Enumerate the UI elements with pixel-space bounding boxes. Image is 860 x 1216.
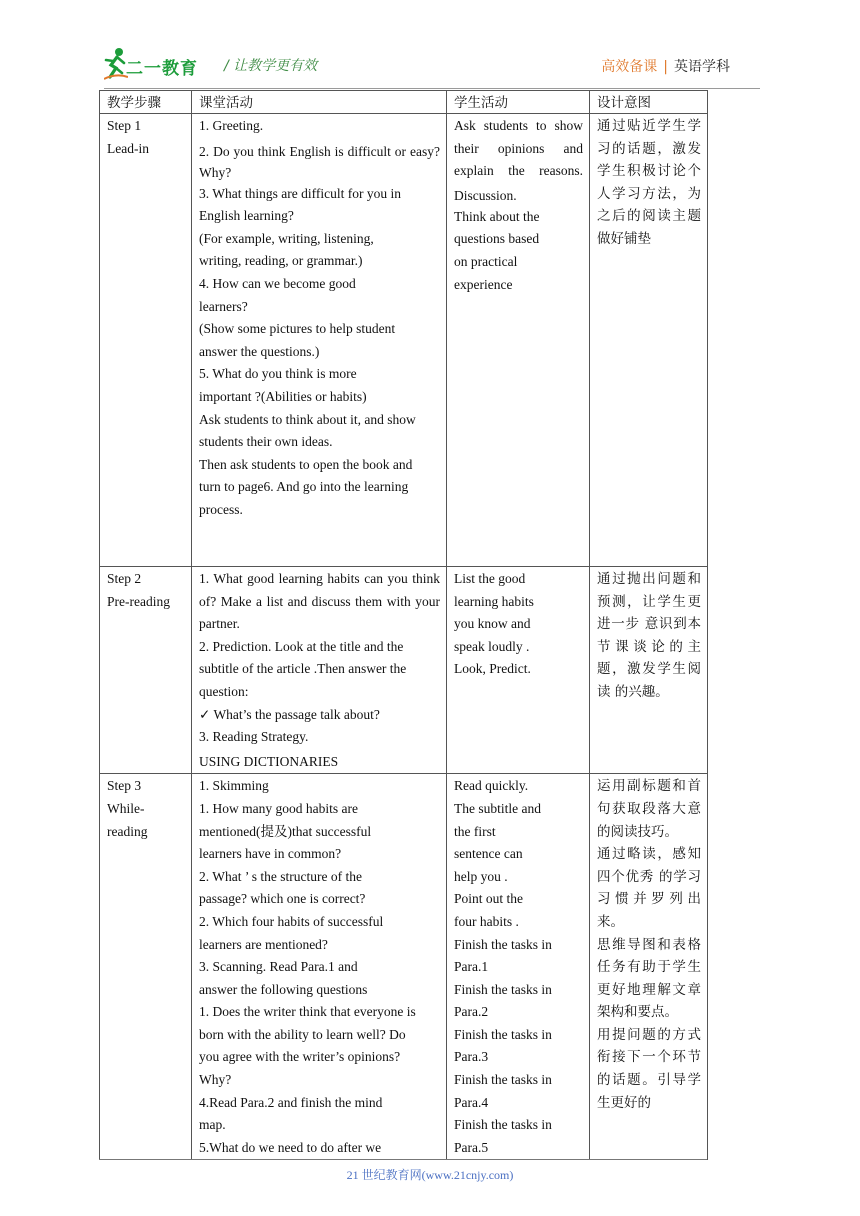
activity-line: USING DICTIONARIES (199, 753, 339, 769)
table-row (100, 567, 708, 774)
runner-logo-icon (104, 46, 128, 80)
lesson-plan-table (99, 90, 708, 1160)
logo (104, 46, 222, 82)
activity-line: Then ask students to open the book and turn to page6. And go into the learning process. (199, 456, 413, 517)
intent-line: 通过略读，感知四个优秀 的学习习惯并罗列出来。 (597, 846, 701, 930)
brand-separator: | (663, 59, 668, 75)
activity-line: 4.Read Para.2 and finish the mind map. (199, 1094, 383, 1133)
activity-line: (Show some pictures to help student answer the questions.) (199, 321, 396, 359)
step-cell (100, 774, 192, 1160)
student-cell (447, 567, 590, 774)
activity-line: 1. Greeting. (199, 118, 264, 133)
student-line: Point out the four habits . (454, 891, 524, 929)
step-cell (100, 567, 192, 774)
intent-line: 运用副标题和首句获取段落大意的阅读技巧。 (597, 778, 701, 840)
table-row (100, 114, 708, 567)
activity-line: 2. Which four habits of successful learners are mentioned? (199, 913, 384, 952)
intent-line: 通过贴近学生学习的话题，激发学生积极讨论个人学习方法，为之后的阅读主题做好铺垫 (597, 118, 701, 247)
step-number: Step 2 (107, 571, 142, 586)
header-cell-activity: 课堂活动 (192, 91, 447, 114)
table-header-row (100, 91, 708, 114)
header-cell-intent: 设计意图 (590, 91, 708, 114)
activity-line: 3. Reading Strategy. (199, 729, 309, 745)
step-name: Pre-reading (107, 593, 170, 609)
step-number: Step 1 (107, 118, 142, 133)
activity-line: 1. How many good habits are mentioned(提及)that successful learners have in common? (199, 800, 372, 862)
header-divider (104, 88, 760, 89)
student-cell (447, 774, 590, 1160)
activity-line: 5. What do you think is more important ?(Abilities or habits) (199, 366, 367, 404)
activity-line: 4. How can we become good learners? (199, 275, 356, 314)
activity-cell (192, 774, 447, 1160)
activity-line: (For example, writing, listening, writing, reading, or grammar.) (199, 230, 374, 269)
student-line: Look, Predict. (454, 661, 531, 677)
student-line: Finish the tasks in Para.1 (454, 936, 552, 975)
step-name: Lead-in (107, 140, 149, 156)
activity-line: Ask students to think about it, and show students their own ideas. (199, 411, 416, 450)
intent-line: 用提问题的方式衔接下一个环节的话题。引导学生更好的 (597, 1026, 701, 1111)
brand-highlight: 高效备课 (601, 59, 658, 75)
activity-line: 1. What good learning habits can you think of? Make a list and discuss them with your partner. (199, 571, 440, 632)
slogan: / 让教学更有效 (224, 58, 318, 74)
footer-source: 21 世纪教育网(www.21cnjy.com) (346, 1168, 514, 1182)
student-line: Finish the tasks in Para.4 (454, 1072, 552, 1110)
header-cell-student: 学生活动 (447, 91, 590, 114)
brand-subject: 英语学科 (674, 59, 730, 75)
brand-label (601, 56, 730, 76)
activity-line: 2. What ’ s the structure of the passage? which one is correct? (199, 868, 366, 907)
student-line: List the good learning habits you know and speak loudly . (454, 571, 534, 654)
student-line: Finish the tasks in Para.5 (454, 1117, 552, 1155)
activity-line: 1. Skimming (199, 778, 269, 794)
activity-line: 3. Scanning. Read Para.1 and answer the following questions (199, 959, 368, 997)
activity-line: 3. What things are difficult for you in English learning? (199, 185, 401, 224)
student-line: The subtitle and the first sentence can help you . (454, 800, 541, 884)
logo-text: 二一教育 (126, 59, 198, 79)
intent-cell (590, 114, 708, 567)
step-cell (100, 114, 192, 567)
intent-cell (590, 774, 708, 1160)
student-line: Think about the questions based on practical experience (454, 208, 540, 292)
activity-line: 1. Does the writer think that everyone is born with the ability to learn well? Do you agree with the writer’s opinions? Why? (199, 1004, 416, 1088)
student-line: Ask students to show their opinions and explain the reasons. (454, 118, 583, 179)
intent-line: 通过抛出问题和预测，让学生更进一步 意识到本节课谈论的主题，激发学生阅读 的兴趣。 (597, 571, 701, 700)
student-line: Discussion. (454, 187, 517, 203)
activity-cell (192, 114, 447, 567)
intent-line: 思维导图和表格任务有助于学生更好地理解文章架构和要点。 (597, 936, 701, 1021)
activity-line: 2. Do you think English is difficult or easy? Why? (199, 143, 440, 180)
intent-cell (590, 567, 708, 774)
activity-line: 5.What do we need to do after we (199, 1139, 382, 1155)
student-line: Finish the tasks in Para.3 (454, 1026, 552, 1065)
activity-cell (192, 567, 447, 774)
activity-line: ✓ What’s the passage talk about? (199, 706, 380, 722)
student-line: Read quickly. (454, 778, 529, 794)
student-line: Finish the tasks in Para.2 (454, 981, 552, 1020)
footer-divider (99, 1159, 707, 1160)
step-number: Step 3 (107, 778, 142, 794)
step-name: While-reading (107, 800, 148, 839)
student-cell (447, 114, 590, 567)
header-cell-step: 教学步骤 (100, 91, 192, 114)
page-header (104, 46, 760, 86)
table-row (100, 774, 708, 1160)
activity-line: 2. Prediction. Look at the title and the subtitle of the article .Then answer the question: (199, 638, 407, 699)
